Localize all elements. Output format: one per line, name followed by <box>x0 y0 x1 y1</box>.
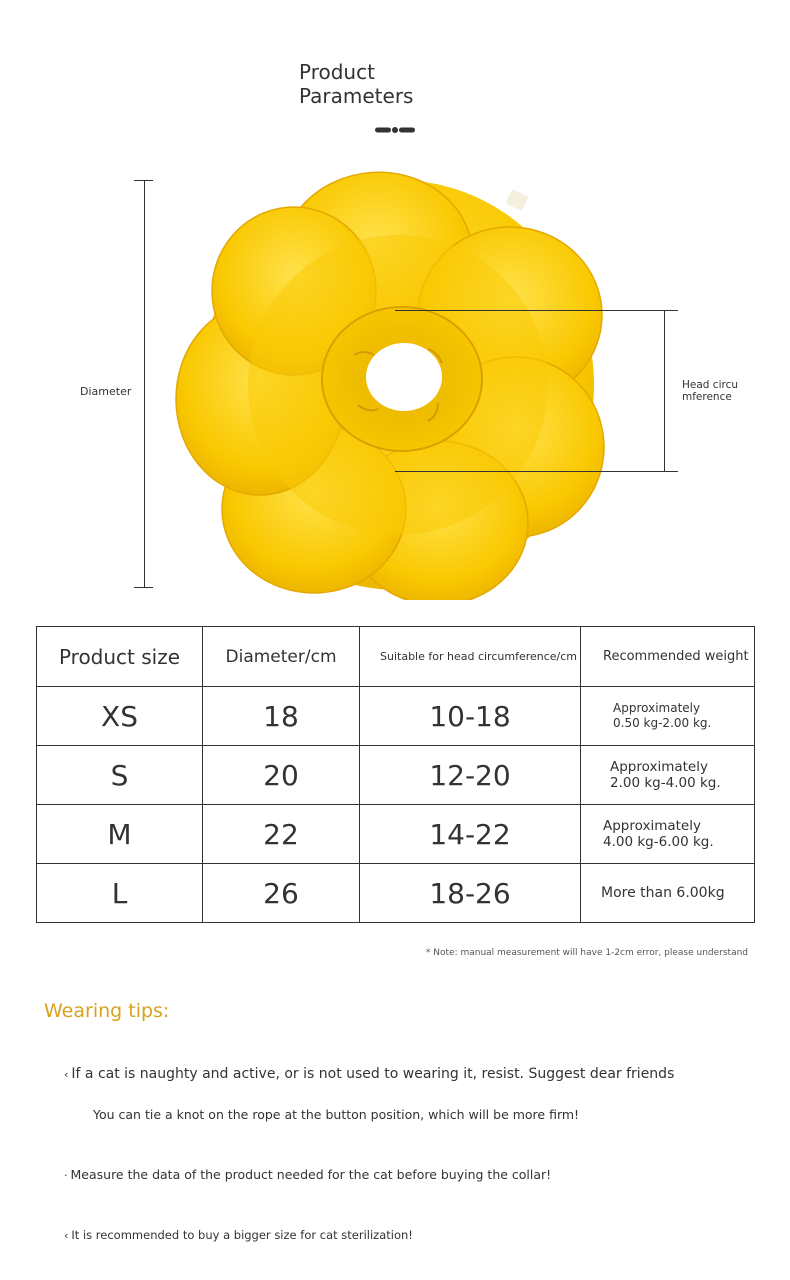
cell-weight <box>581 687 755 746</box>
table-row <box>37 687 755 746</box>
weight-line1: More than 6.00kg <box>601 884 725 901</box>
cell-head: 18-26 <box>360 864 581 923</box>
table-row <box>37 746 755 805</box>
table-row <box>37 805 755 864</box>
page-title-line1: Product <box>299 60 375 84</box>
cell-weight <box>581 805 755 864</box>
tip-item-continuation: You can tie a knot on the rope at the button position, which will be more firm! <box>93 1107 580 1122</box>
weight-line2: 4.00 kg-6.00 kg. <box>603 834 714 850</box>
measurement-note: * Note: manual measurement will have 1-2cm error, please understand <box>425 948 748 958</box>
weight-line1: Approximately <box>613 701 701 715</box>
weight-line1: Approximately <box>610 759 708 775</box>
tips-title: Wearing tips: <box>44 1000 170 1022</box>
tip-item <box>64 1167 551 1182</box>
bullet-icon: · <box>64 1169 68 1182</box>
cell-diameter: 18 <box>203 687 360 746</box>
cell-size: S <box>37 746 203 805</box>
title-ornament <box>375 126 415 134</box>
tip-text: It is recommended to buy a bigger size for cat sterilization! <box>71 1228 413 1242</box>
tip-item <box>64 1066 674 1082</box>
header-head-circumference: Suitable for head circumference/cm <box>360 627 581 687</box>
diameter-label: Diameter <box>80 385 132 398</box>
bullet-icon: ‹ <box>64 1229 69 1242</box>
header-diameter: Diameter/cm <box>203 627 360 687</box>
cell-size: L <box>37 864 203 923</box>
tip-text: Measure the data of the product needed for the cat before buying the collar! <box>70 1167 552 1182</box>
tip-item <box>64 1228 413 1242</box>
cell-weight <box>581 746 755 805</box>
diameter-bottom-tick <box>134 587 153 588</box>
weight-line2: 2.00 kg-4.00 kg. <box>610 775 721 791</box>
cell-size: XS <box>37 687 203 746</box>
page-title-line2: Parameters <box>299 84 414 108</box>
product-collar-image <box>170 170 630 600</box>
header-product-size: Product size <box>37 627 203 687</box>
head-circumference-line <box>664 310 665 471</box>
cell-weight <box>581 864 755 923</box>
cell-head: 10-18 <box>360 687 581 746</box>
cell-size: M <box>37 805 203 864</box>
cell-head: 14-22 <box>360 805 581 864</box>
cell-diameter: 20 <box>203 746 360 805</box>
cell-diameter: 26 <box>203 864 360 923</box>
page-title <box>299 60 413 108</box>
head-top-line <box>395 310 678 311</box>
head-bottom-line <box>395 471 678 472</box>
head-circumference-label: Head circu mference <box>682 379 738 403</box>
weight-line2: 0.50 kg-2.00 kg. <box>613 716 712 730</box>
cell-head: 12-20 <box>360 746 581 805</box>
cell-diameter: 22 <box>203 805 360 864</box>
header-recommended-weight: Recommended weight <box>581 627 755 687</box>
bullet-icon: ‹ <box>64 1068 69 1081</box>
table-row <box>37 864 755 923</box>
diameter-line <box>144 180 145 587</box>
table-header-row <box>37 627 755 687</box>
size-table <box>36 626 755 923</box>
weight-line1: Approximately <box>603 818 701 834</box>
tip-text: If a cat is naughty and active, or is not used to wearing it, resist. Suggest dear friends <box>71 1066 675 1082</box>
